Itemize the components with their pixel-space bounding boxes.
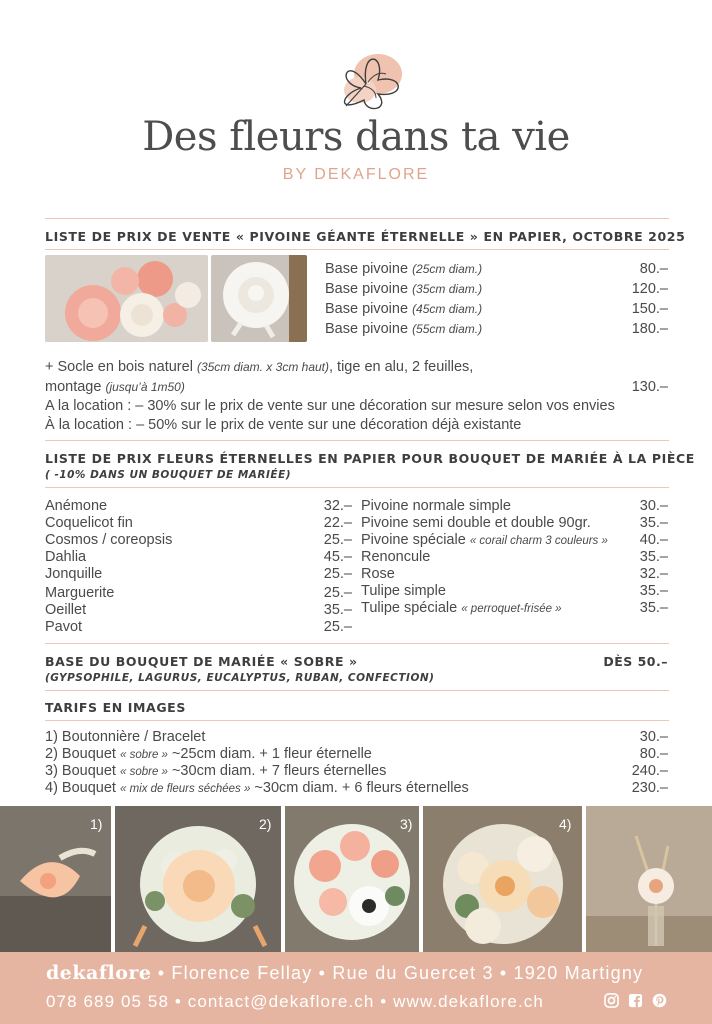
- flower-name: Marguerite: [45, 585, 115, 601]
- flower-price: 35.–: [639, 583, 668, 599]
- flower-logo-icon: [316, 44, 416, 116]
- section-fleurs-note: ( -10% DANS UN BOUQUET DE MARIÉE): [45, 469, 292, 481]
- flower-name: Renoncule: [361, 549, 431, 565]
- flower-name: Anémone: [45, 498, 108, 514]
- flower-name: Pivoine normale simple: [361, 498, 511, 514]
- footer-address: • Florence Fellay • Rue du Guercet 3 • 1920 Martigny: [157, 963, 644, 983]
- base-line-2: Base pivoine (35cm diam.): [325, 281, 483, 297]
- tarif-line-1: 1) Boutonnière / Bracelet: [45, 729, 206, 745]
- pivoine-wall-photo: [45, 255, 208, 342]
- section-base-bouquet-price: DÈS 50.–: [603, 654, 668, 669]
- flower-price: 32.–: [639, 566, 668, 582]
- gallery-label-1: 1): [90, 816, 103, 832]
- tarif-price-3: 240.–: [631, 763, 668, 779]
- divider: [45, 690, 669, 691]
- facebook-icon[interactable]: [628, 993, 643, 1008]
- base-line-1: Base pivoine (25cm diam.): [325, 261, 483, 277]
- section-tarifs-images-title: TARIFS EN IMAGES: [45, 700, 186, 715]
- flower-price: 30.–: [639, 498, 668, 514]
- flower-price: 35.–: [639, 549, 668, 565]
- flower-price: 32.–: [323, 498, 352, 514]
- gallery-photo-dried-flowers: [586, 806, 712, 952]
- base-price-2: 120.–: [631, 281, 668, 297]
- flower-name: Pavot: [45, 619, 83, 635]
- tarif-line-4: 4) Bouquet « mix de fleurs séchées » ~30cm diam. + 6 fleurs éternelles: [45, 780, 469, 796]
- footer: [0, 952, 712, 1024]
- flower-price: 22.–: [323, 515, 352, 531]
- white-pivoine-photo: [211, 255, 307, 342]
- gallery-photo-bouquet-2: [115, 806, 281, 952]
- divider: [45, 218, 669, 219]
- footer-contact[interactable]: 078 689 05 58 • contact@dekaflore.ch • www.dekaflore.ch: [46, 992, 544, 1011]
- socle-line-1: + Socle en bois naturel (35cm diam. x 3cm haut), tige en alu, 2 feuilles,: [45, 359, 474, 375]
- bouquet-gallery: [0, 806, 712, 952]
- flower-name: Cosmos / coreopsis: [45, 532, 173, 548]
- flower-price: 35.–: [639, 515, 668, 531]
- flower-name: Jonquille: [45, 566, 103, 582]
- tarif-line-3: 3) Bouquet « sobre » ~30cm diam. + 7 fleurs éternelles: [45, 763, 387, 779]
- flower-price: 25.–: [323, 566, 352, 582]
- gallery-photo-boutonniere: [0, 806, 111, 952]
- base-price-4: 180.–: [631, 321, 668, 337]
- pinterest-icon[interactable]: [652, 993, 667, 1008]
- gallery-photo-bouquet-4: [423, 806, 582, 952]
- flower-price: 40.–: [639, 532, 668, 548]
- base-line-4: Base pivoine (55cm diam.): [325, 321, 483, 337]
- location-line-2: À la location : – 50% sur le prix de vente sur une décoration déjà existante: [45, 417, 522, 433]
- flower-price: 35.–: [323, 602, 352, 618]
- flower-name: Tulipe simple: [361, 583, 446, 599]
- divider: [45, 643, 669, 644]
- tarif-line-2: 2) Bouquet « sobre » ~25cm diam. + 1 fleur éternelle: [45, 746, 372, 762]
- footer-brand: dekaflore: [46, 962, 152, 984]
- flower-price: 25.–: [323, 532, 352, 548]
- tarif-price-1: 30.–: [639, 729, 668, 745]
- section-base-bouquet-title: BASE DU BOUQUET DE MARIÉE « SOBRE »: [45, 654, 358, 669]
- section-fleurs-title: LISTE DE PRIX FLEURS ÉTERNELLES EN PAPIER POUR BOUQUET DE MARIÉE À LA PIÈCE: [45, 451, 695, 466]
- socle-line-2: montage (jusqu’à 1m50): [45, 379, 185, 395]
- base-price-1: 80.–: [639, 261, 668, 277]
- brand-subtitle: BY DEKAFLORE: [282, 166, 430, 183]
- tarif-price-4: 230.–: [631, 780, 668, 796]
- flower-name: Coquelicot fin: [45, 515, 133, 531]
- gallery-label-2: 2): [259, 816, 272, 832]
- divider: [45, 440, 669, 441]
- flower-price: 25.–: [323, 619, 352, 635]
- flower-name: Rose: [361, 566, 395, 582]
- flower-price: 25.–: [323, 585, 352, 601]
- footer-line-1: [46, 962, 643, 984]
- flower-name: Pivoine semi double et double 90gr.: [361, 515, 591, 531]
- base-line-3: Base pivoine (45cm diam.): [325, 301, 483, 317]
- logo: [0, 44, 712, 116]
- divider: [45, 720, 669, 721]
- instagram-icon[interactable]: [604, 993, 619, 1008]
- flower-price: 35.–: [639, 600, 668, 616]
- location-line-1: A la location : – 30% sur le prix de vente sur une décoration sur mesure selon vos envies: [45, 398, 615, 414]
- socle-price: 130.–: [631, 379, 668, 395]
- brand-title: Des fleurs dans ta vie: [142, 114, 570, 160]
- flower-name: Oeillet: [45, 602, 87, 618]
- section-pivoine-title: LISTE DE PRIX DE VENTE « PIVOINE GÉANTE ÉTERNELLE » EN PAPIER, OCTOBRE 2025: [45, 229, 686, 244]
- section-base-bouquet-note: (GYPSOPHILE, LAGURUS, EUCALYPTUS, RUBAN, CONFECTION): [45, 672, 435, 684]
- gallery-photo-bouquet-3: [285, 806, 419, 952]
- divider: [45, 487, 669, 488]
- flower-name: Dahlia: [45, 549, 87, 565]
- flower-price: 45.–: [323, 549, 352, 565]
- gallery-label-4: 4): [559, 816, 572, 832]
- divider: [45, 249, 669, 250]
- flower-name: Pivoine spéciale « corail charm 3 couleurs »: [361, 532, 608, 548]
- gallery-label-3: 3): [400, 816, 413, 832]
- tarif-price-2: 80.–: [639, 746, 668, 762]
- flower-name: Tulipe spéciale « perroquet-frisée »: [361, 600, 562, 616]
- base-price-3: 150.–: [631, 301, 668, 317]
